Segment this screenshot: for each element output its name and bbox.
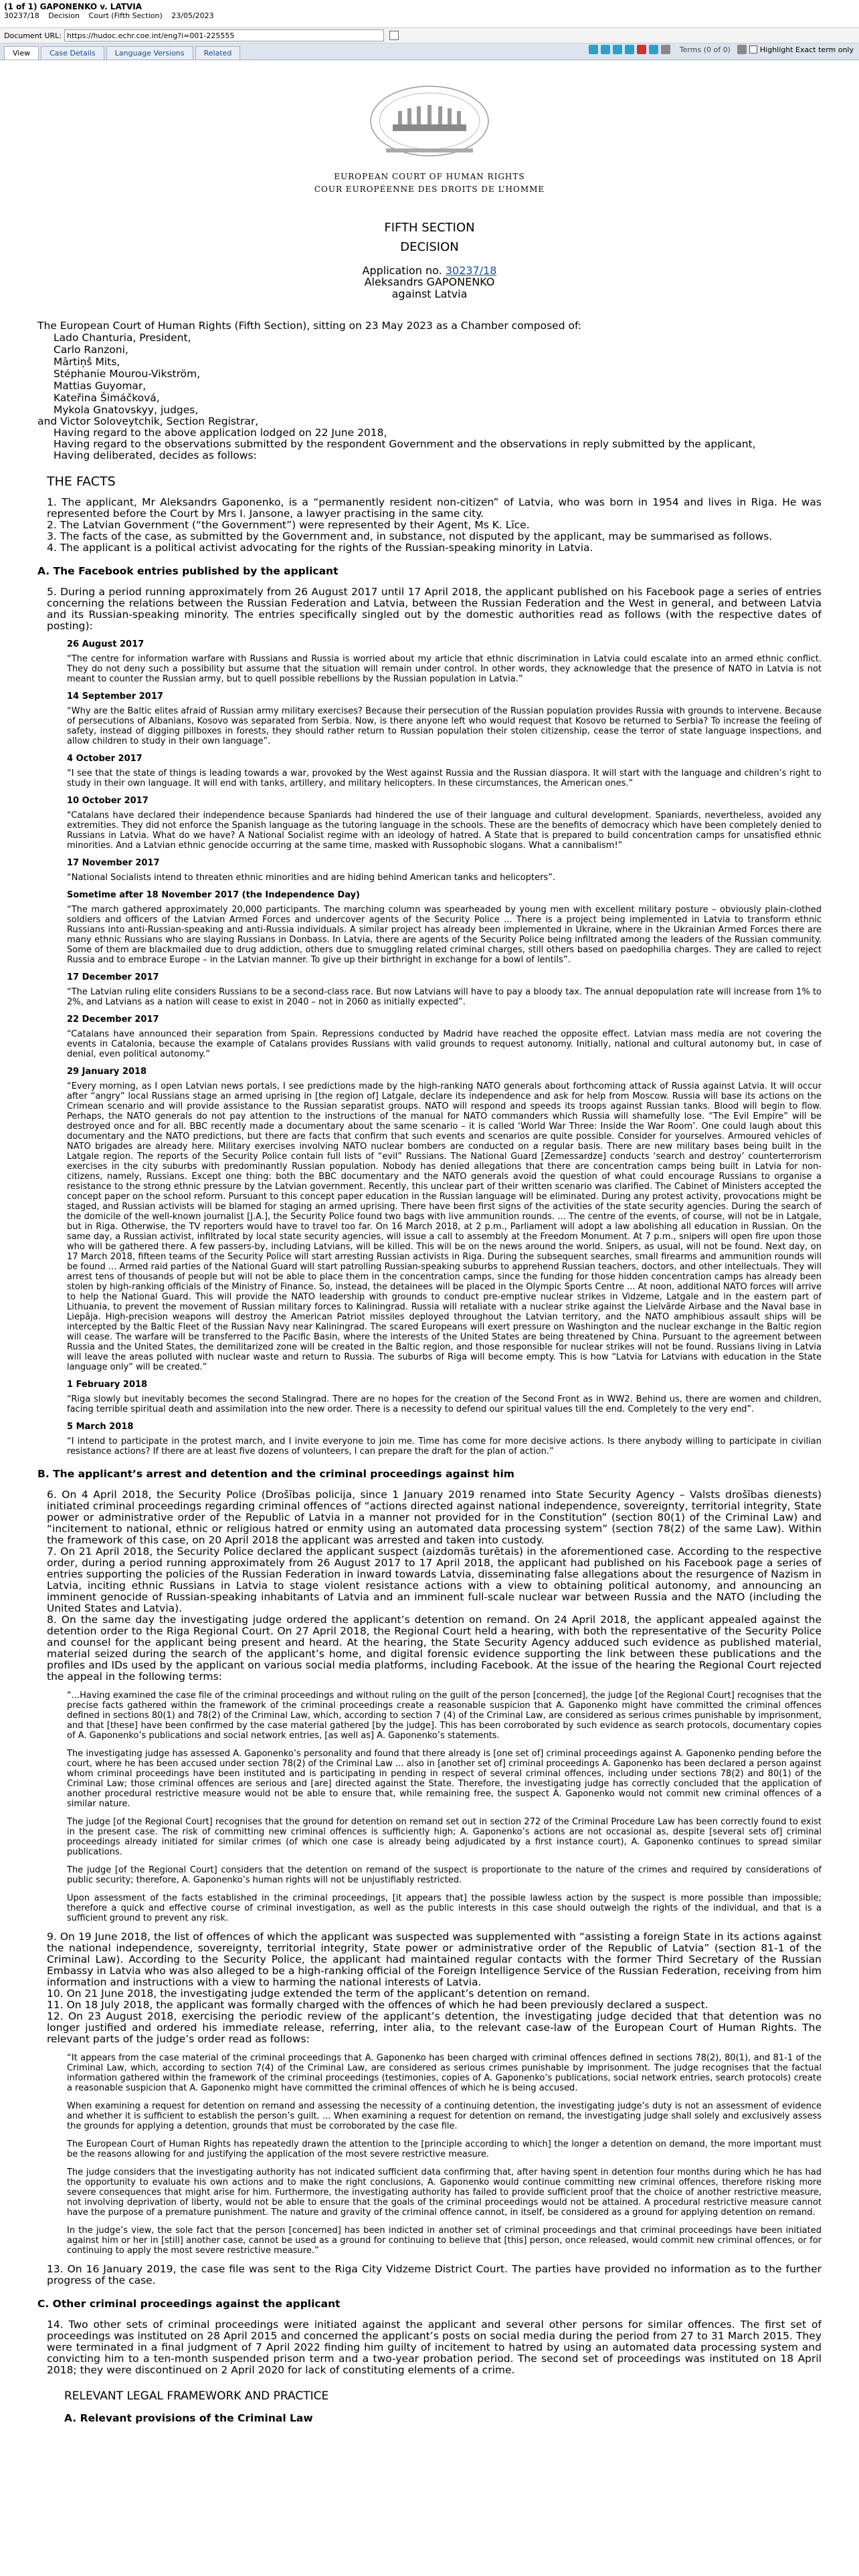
previous-term-icon[interactable] [661,45,670,54]
entry-text: “I see that the state of things is leading towards a war, provoked by the West against Russia and the Russian diaspora. It will start with the language and children’s right to study in their own language. It will end with tanks, artillery, and military helicopters. In these circumstances, the American ones.” [67,768,822,788]
url-input[interactable] [64,29,384,41]
share-icon[interactable] [589,45,598,54]
paragraph: 13. On 16 January 2019, the case file was sent to the Riga City Vidzeme District Court. The parties have provided no information as to the further progress of the case. [47,2263,822,2286]
entry-text: “The centre for information warfare with Russians and Russia is worried about my article that ethnic discrimination in Latvia could escalate into an armed ethnic conflict. They do not deny such a possibility but assume that the situation will remain under control. In other words, they acknowledge that the presence of NATO in Latvia is not meant to counter the Russian army, but to quell possible rebellions by the Russian population in Latvia.” [67,654,822,684]
url-label: Document URL: [4,31,62,40]
copy-icon[interactable] [389,31,399,40]
court-name-fr: COUR EUROPÉENNE DES DROITS DE L’HOMME [314,185,545,194]
having-regard: Having regard to the observations submitted by the respondent Government and the observations in reply submitted by the applicant, [54,438,756,450]
paragraph: 7. On 21 April 2018, the Security Police declared the applicant suspect (aizdomās turētais) in the aforementioned case. According to the respective order, during a period running approximately from 26 August 2017 to 17 April 2018, the applicant had published on his Facebook page a series of entries supporting the policies of the Russian Federation in inward towards Latvia, disseminating false allegations about the resurgence of Nazism in Latvia, inciting ethnic Russians in Latvia to stage violent resistance actions with a view to obtaining political autonomy, and announcing an imminent genocide of Russian-speaking inhabitants of Latvia and an imminent full-scale nuclear war between Russia and the NATO (including the United States and Latvia). [47,1545,822,1614]
tab-view[interactable]: View [4,46,39,60]
entry-text: “Every morning, as I open Latvian news portals, I see predictions made by the high-ranking NATO generals about forthcoming attack of Russia against Latvia. It will occur after “angry” local Russians stage an armed uprising in [the region of] Latgale, declare its independence and ask for help from Moscow. Russia will base its actions on the Crimean scenario and will provide assistance to the Russian separatist groups. NATO will respond and speeds its troops against Russian tanks. Blood will begin to flow. Perhaps, the NATO generals do not pay attention to the instructions of the manual for NATO commanders which Russia will shamefully lose. “The Evil Empire” will be destroyed once and for all. BBC recently made a documentary about the same scenario – it is called ‘World War Three: Inside the War Room’. One could laugh about this documentary and the NATO predictions, but there are facts that confirm that such events and scenarios are quite possible. Consider for yourselves. Armoured vehicles of NATO brigades are already here. Military exercises involving NATO nuclear bombers are conducted on a regular basis. There are new military bases being built in the Latgale region. The reports of the Security Police contain full lists of “evil” Russians. The National Guard [Zemessardze] conducts ‘search and destroy’ counterterrorism exercises in the city suburbs with predominantly Russian population. Nobody has denied allegations that there are concentration camps being built in Latvia for non-citizens, namely, Russians. Except one thing: both the BBC documentary and the NATO generals avoid the question of what could encourage Russians to organise a resistance to the strong ethnic pressure by the Latvian government. Recently, this unclear part of their written scenario was clarified. The Cabinet of Ministers accepted the concept paper on the school reform. Pursuant to this concept paper education in the Russian language will be eliminated. During any protest activity, provocations might be staged, and Russian activists will be blamed for staging an armed uprising. There have been first signs of the activities of the state security agencies. During the search of the domicile of the well-known journalist [J.A.], the Security Police found two bags with live ammunition rounds. ... The centre of the events, of course, will not be in Latgale, but in Riga. Otherwise, the TV reporters would have to travel too far. On 16 March 2018, at 2 p.m., Parliament will adopt a law abolishing all education in Russian. On the same day, a Russian activist, infiltrated by local state security agencies, will issue a call to assembly at the Freedom Monument. At 7 p.m., snipers will open fire upon those who will be gathered there. A few passers-by, including Latvians, will be killed. This will be on the news around the world. Snipers, as usual, will not be found. Next day, on 17 March 2018, fifteen teams of the Security Police will start arresting Russian activists in Riga. During the subsequent searches, small firearms and ammunition rounds will be found ... Armed raid parties of the National Guard will start patrolling Russian-speaking suburbs to apprehend Russian teachers, doctors, and other intellectuals. They will arrest tens of thousands of people but will not be able to place them in the concentration camps, since the funding for those hidden concentration camps has already been stolen by high-ranking officials of the Ministry of Finance. So, instead, the detainees will be placed in the Olympic Sports Centre ... At noon, additional NATO forces will arrive to help the National Guard. This will provide the NATO leadership with grounds to conduct pre-emptive nuclear strikes in Vidzeme, Latgale and in the eastern part of Lithuania, to prevent the movement of Russian military forces to Kaliningrad. Russia will retaliate with a nuclear strike against the Lielvārde Airbase and the Naval base in Liepāja. High-precision weapons will destroy the American Patriot missiles deployed throughout the Latvian territory, and the NATO amphibious assault ships will be intercepted by the Baltic Fleet of the Russian Navy near Kaliningrad. The scared Europeans will exert pressure on Washington and the nuclear exchange in the Baltic region will cease. The warfare will be transferred to the Pacific Basin, where the interests of the United States are being threatened by China. Pursuant to the agreement between Russia and the United States, the demilitarized zone will be created in the Baltic region, and those responsible for nuclear strikes will not be found. Russians living in Latvia will leave the areas polluted with nuclear waste and return to Russia. The suburbs of Riga will become empty. This is how “Latvia for Latvians with education in the State language only” will be created.” [67,1081,822,1372]
paragraph: 6. On 4 April 2018, the Security Police (Drošības policija, since 1 January 2019 renamed into State Security Agency – Valsts drošības dienests) initiated criminal proceedings regarding criminal offences of “actions directed against national independence, sovereignty, territorial integrity, State power or administrative order of the Republic of Latvia in a manner not provided for in the Constitution” (section 80(1) of the Criminal Law) and “incitement to national, ethnic or religious hatred or enmity using an automated data processing system” (section 78(2) of the same Law). Within the framework of this case, on 20 April 2018 the applicant was arrested and taken into custody. [47,1489,822,1546]
title-bar [0,0,859,28]
case-meta [4,11,855,20]
print-icon[interactable] [601,45,610,54]
judge: Mykola Gnatovskyy, judges, [54,404,199,416]
quotation: The investigating judge has assessed A. Gaponenko’s personality and found that there already is [one set of] criminal proceedings against A. Gaponenko pending before the court, where he has been accused under section 78(2) of the Criminal Law ... also in [another set of] criminal proceedings A. Gaponenko has been declared a person against whom criminal proceedings have been instituted and is participating in pending in respect of several criminal offences, including under sections 78(2) and 80(1) of the Criminal Law; those criminal offences are serious and [are] directed against the State. Therefore, the investigating judge has correctly concluded that the application of another procedural restrictive measure would not be able to ensure that, while remaining free, the suspect A. Gaponenko would not commit new criminal offences of a similar nature. [67,1749,822,1809]
paragraph: 5. During a period running approximately from 26 August 2017 until 17 April 2018, the applicant published on his Facebook page a series of entries concerning the relations between the Russian Federation and Latvia, between the Russian Federation and the West in general, and between Latvia and its Russian-speaking minority. The entries specifically singled out by the domestic authorities read as follows (with the respective dates of posting): [47,586,822,632]
tab-related[interactable]: Related [195,46,241,60]
having-regard: Having regard to the above application lodged on 22 June 2018, [54,427,387,439]
paragraph: 9. On 19 June 2018, the list of offences of which the applicant was suspected was supplemented with “assisting a foreign State in its actions against the national independence, sovereignty, territorial integrity, State power or administrative order of the Republic of Latvia” (section 81-1 of the Criminal Law). According to the Security Police, the applicant had maintained regular contacts with the former Third Secretary of the Russian Embassy in Latvia who was also alleged to be a high-ranking official of the Foreign Intelligence Service of the Russian Federation, receiving from him information and instructions with a view to harming the national interests of Latvia. [47,1931,822,1988]
quotation: The European Court of Human Rights has repeatedly drawn the attention to the [principle according to which] the longer a detention on demand, the more important must be the reasons allowing for and justifying the application of the most severe restrictive measure. [67,2139,822,2159]
next-term-icon[interactable] [737,45,747,54]
judge: Mattias Guyomar, [54,380,147,392]
application-number [37,265,822,276]
subsection-heading: A. Relevant provisions of the Criminal Law [64,2412,313,2424]
paragraph: 11. On 18 July 2018, the applicant was formally charged with the offences of which he had been previously declared a suspect. [47,1999,708,2011]
fullscreen-icon[interactable] [613,45,622,54]
application-prefix: Application no. [362,264,446,277]
url-bar [0,28,859,43]
entry-date: 10 October 2017 [67,796,149,806]
entry-text: “Why are the Baltic elites afraid of Russian army military exercises? Because their persecution of the Russian population provides Russia with grounds to intervene. Because of persecutions of Albanians, Kosovo was separated from Serbia. Now, is there anyone left who would request that Kosovo be returned to Serbia? To increase the feeling of safety, instead of digging pillboxes in forests, they should rather return to Russian population their stolen citizenship, cease the terror of state language inspections, and allow children to study in their own language”. [67,706,822,746]
decision-title: DECISION [400,240,459,254]
facts-heading: THE FACTS [47,474,116,489]
entry-date: 29 January 2018 [67,1067,147,1077]
respondent-state: against Latvia [391,288,468,300]
pdf-icon[interactable] [637,45,646,54]
tab-bar [0,43,859,60]
court-name-en: EUROPEAN COURT OF HUMAN RIGHTS [334,172,525,181]
case-number: 30237/18 [4,11,39,20]
quotation: The judge [of the Regional Court] recognises that the ground for detention on remand set out in section 272 of the Criminal Procedure Law has been correctly found to exist in the present case. The risk of committing new criminal offences is sufficiently high; A. Gaponenko’s actions are not occasional as, despite [several sets of] criminal proceedings already initiated for similar crimes (of which one case is already being adjudicated by a first instance court), A. Gaponenko continues to spread similar publications. [67,1817,822,1857]
quotation: The judge considers that the investigating authority has not indicated sufficient data confirming that, after having spent in detention four months during which he has had the opportunity to evaluate his own actions and to make the right conclusions, A. Gaponenko would continue committing new criminal offences, therefore risking more severe consequences that might arise for him. Furthermore, the investigating authority has failed to provide sufficient proof that the choice of another restrictive measure, not involving deprivation of liberty, would not be able to ensure that the goals of the criminal proceedings would not be attained. A procedural restrictive measure cannot have the purpose of a premature punishment. The nature and gravity of the criminal offence cannot, in itself, be considered as a ground for applying detention on remand. [67,2167,822,2218]
case-type: Decision [48,11,80,20]
judge: Stéphanie Mourou-Vikström, [54,368,201,380]
section-a-heading: A. The Facebook entries published by the applicant [37,565,339,577]
window-title: (1 of 1) GAPONENKO v. LATVIA [4,2,142,11]
paragraph: 2. The Latvian Government (“the Government”) were represented by their Agent, Ms K. Līce. [47,519,530,531]
section-c-heading: C. Other criminal proceedings against the applicant [37,2298,341,2310]
composition-intro: The European Court of Human Rights (Fifth Section), sitting on 23 May 2023 as a Chamber composed of: [37,320,582,332]
entry-text: “Riga slowly but inevitably becomes the second Stalingrad. There are no hopes for the creation of the Second Front as in WW2. Behind us, there are women and children, facing terrible spiritual death and assimilation into the new order. There is a necessity to defend our spiritual values till the end. Completely to the very end”. [67,1394,822,1414]
entry-text: “The Latvian ruling elite considers Russians to be a second-class race. But now Latvians will have to pay a bloody tax. The annual depopulation rate will increase from 1% to 2%, and Latvians as a nation will cease to exist in 2040 – not in 2060 as initially expected”. [67,987,822,1007]
judge: Mārtiņš Mits, [54,356,120,368]
tab-case-details[interactable]: Case Details [41,46,104,60]
quotation: The judge [of the Regional Court] considers that the detention on remand of the suspect is proportionate to the nature of the crimes and required by considerations of public security; therefore, A. Gaponenko’s human rights will not be unjustifiably restricted. [67,1865,822,1885]
paragraph: 3. The facts of the case, as submitted by the Government and, in substance, not disputed by the applicant, may be summarised as follows. [47,530,773,542]
entry-date: 5 March 2018 [67,1422,134,1432]
entry-date: 22 December 2017 [67,1014,159,1025]
document [0,84,859,2424]
entry-text: “The march gathered approximately 20,000 participants. The marching column was spearheaded by young men with excellent military posture – obviously plain-clothed soldiers and officers of the Latvian Armed Forces and undercover agents of the Security Police ... There is a project being implemented in Latvia to transform ethnic Russians into anti-Russian-speaking and anti-Russia individuals. A similar project has already been implemented in Ukraine, where in the Ukrainian Armed Forces there are many ethnic Russians who are slaying Russians in Donbass. In Latvia, there are agents of the Security Police being infiltrated among the leaders of the Russian community. Some of them are blackmailed due to drug addiction, others due to smuggling related criminal charges, still others based on paedophilia charges. They are called to reject Russia and to embrace Europe – in the Latvian manner. To give up their birthright in exchange for a bowl of lentils”. [67,905,822,965]
tab-language-versions[interactable]: Language Versions [106,46,193,60]
paragraph: 12. On 23 August 2018, exercising the periodic review of the applicant’s detention, the investigating judge decided that that detention was no longer justified and ordered his immediate release, referring, inter alia, to the relevant case-law of the European Court of Human Rights. The relevant parts of the judge’s order read as follows: [47,2010,822,2045]
entry-text: “Catalans have announced their separation from Spain. Repressions conducted by Madrid have reached the opposite effect. Latvian mass media are not covering the events in Catalonia, because the example of Catalans provides Russians with valid grounds to request autonomy. Initially, national and cultural autonomy but, in case of denial, even political autonomy.” [67,1029,822,1059]
highlight-label: Highlight Exact term only [759,45,854,54]
paragraph: 1. The applicant, Mr Aleksandrs Gaponenko, is a “permanently resident non-citizen” of Latvia, who was born in 1954 and lives in Riga. He was represented before the Court by Mrs I. Jansone, a lawyer practising in the same city. [47,496,822,520]
quotation: When examining a request for detention on remand and assessing the necessity of a continuing detention, the investigating judge’s duty is not an assessment of evidence and whether it is sufficient to establish the person’s guilt. ... When examining a request for detention on remand, the investigating judge shall solely and exclusively assess the grounds for applying a detention, grounds that must be corroborated by the case file. [67,2101,822,2131]
entry-date: Sometime after 18 November 2017 (the Independence Day) [67,890,360,900]
paragraph: 10. On 21 June 2018, the investigating judge extended the term of the applicant’s detention on remand. [47,1988,590,2000]
paragraph: 4. The applicant is a political activist advocating for the rights of the Russian-speaking minority in Latvia. [47,542,593,554]
case-date: 23/05/2023 [171,11,214,20]
section-b-heading: B. The applicant’s arrest and detention and the criminal proceedings against him [37,1468,514,1480]
document-header [37,84,822,300]
highlight-checkbox[interactable] [749,45,757,53]
quotation: Upon assessment of the facts established in the criminal proceedings, [it appears that] the possible lawless action by the suspect is more possible than impossible; therefore a quick and effective course of criminal investigation, as well as the public interests in this case should outweigh the rights of the individual, and that is a sufficient ground to prevent any risk. [67,1893,822,1923]
quotation: “...Having examined the case file of the criminal proceedings and without ruling on the guilt of the person [concerned], the judge [of the Regional Court] recognises that the precise facts gathered within the framework of the criminal proceedings create a reasonable suspicion that A. Gaponenko might have committed the criminal offences defined in sections 80(1) and 78(2) of the Criminal Law, which, according to section 7 (4) of the Criminal Law, are considered as serious crimes punishable by imprisonment, and that [these] have been confirmed by the case material gathered [by the judge]. This has been corroborated by such evidence as search protocols, documentary copies of A. Gaponenko’s publications and social network entries, [as well as] A. Gaponenko’s statements. [67,1691,822,1741]
applicant-name: Aleksandrs GAPONENKO [364,276,495,288]
entry-text: “I intend to participate in the protest march, and I invite everyone to join me. Time has come for more decisive actions. Is there anybody willing to participate in civilian resistance actions? If there are at least five dozens of volunteers, I can prepare the draft for the plan of action.” [67,1436,822,1457]
word-icon[interactable] [649,45,658,54]
entry-date: 17 November 2017 [67,858,160,868]
judge: Lado Chanturia, President, [54,332,191,344]
entry-text: “Catalans have declared their independence because Spaniards had hindered the use of their language and cultural development. Spaniards, nevertheless, avoided any extremities. They did not enforce the Spanish language as the tutoring language in the schools. These are the benefits of democracy which have been completely denied to Russians in Latvia. What do we have? A National Socialist regime with an ideology of hatred. A State that is prepared to build concentration camps for unsatisfied ethnic minorities. And a Latvian ethnic genocide occurring at the same time, masked with Russophobic slogans. What a cannibalism!” [67,811,822,851]
judges-list [37,332,822,416]
entry-date: 14 September 2017 [67,691,163,702]
having-deliberated: Having deliberated, decides as follows: [54,449,257,461]
case-court: Court (Fifth Section) [88,11,163,20]
entry-text: “National Socialists intend to threaten ethnic minorities and are hiding behind American tanks and helicopters”. [67,873,556,883]
email-icon[interactable] [625,45,634,54]
court-logo [366,84,493,165]
paragraph: 14. Two other sets of criminal proceedings were initiated against the applicant and several other persons for similar offences. The first set of proceedings was instituted on 28 April 2015 and concerned the applicant’s posts on social media during the period from 27 to 31 March 2015. They were terminated in a final judgment of 7 April 2022 finding him guilty of incitement to hatred by using an automated data processing system and convicting him to a ten-month suspended prison term and a two-year probation period. The second set of proceedings was instituted on 18 April 2018; they were discontinued on 2 April 2020 for lack of constituting elements of a crime. [47,2319,822,2376]
judge: Kateřina Šimáčková, [54,392,160,404]
entry-date: 4 October 2017 [67,754,142,764]
quotation: “It appears from the case material of the criminal proceedings that A. Gaponenko has been charged with criminal offences defined in sections 78(2), 80(1), and 81-1 of the Criminal Law, which, according to section 7(4) of the Criminal Law, are considered as serious crimes punishable by imprisonment. The judge recognises that the factual information gathered within the framework of the criminal proceedings (testimonies, copies of A. Gaponenko’s publications, social network entries, search protocols) create a reasonable suspicion that A. Gaponenko might have committed the criminal offences of which he is being accused. [67,2053,822,2093]
application-link[interactable]: 30237/18 [445,264,497,277]
entry-date: 26 August 2017 [67,639,145,649]
section-title: FIFTH SECTION [384,221,475,235]
legal-framework-heading: RELEVANT LEGAL FRAMEWORK AND PRACTICE [64,2389,329,2403]
judge: Carlo Ranzoni, [54,344,128,356]
facebook-entries [37,639,822,1457]
registrar: and Victor Soloveytchik, Section Registrar, [37,415,259,427]
entry-date: 17 December 2017 [67,972,159,982]
toolbar [589,45,854,54]
quotation: In the judge’s view, the sole fact that the person [concerned] has been indicted in another set of criminal proceedings and that criminal proceedings have been initiated against him or her in [still] another case, cannot be used as a ground for continuing to believe that [this] person, once released, would commit new criminal offences, or for continuing to apply the most severe restrictive measure.” [67,2226,822,2256]
entry-date: 1 February 2018 [67,1380,148,1390]
paragraph: 8. On the same day the investigating judge ordered the applicant’s detention on remand. On 24 April 2018, the applicant appealed against the detention order to the Riga Regional Court. On 27 April 2018, the Regional Court held a hearing, with both the representative of the Security Police and counsel for the applicant being present and heard. At the hearing, the State Security Agency adduced such evidence as published material, material seized during the search of the applicant’s home, and digital forensic evidence supporting the link between these publications and the profiles and IDs used by the applicant on various social media platforms, including Facebook. At the issue of the hearing the Regional Court rejected the appeal in the following terms: [47,1614,822,1683]
terms-count: Terms (0 of 0) [679,45,731,54]
